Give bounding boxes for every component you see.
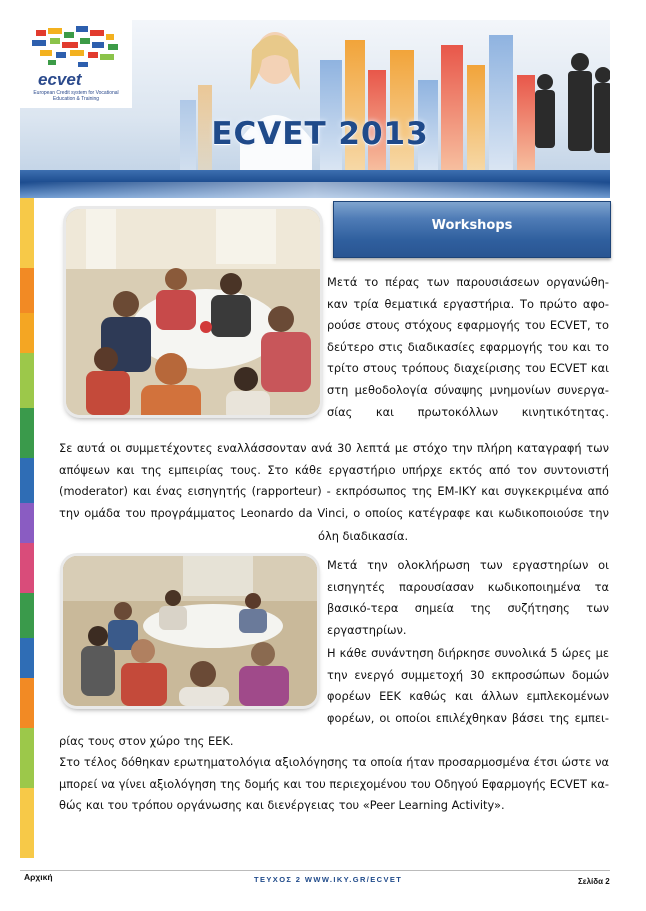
paragraph-3: Μετά την ολοκλήρωση των εργαστηρίων οι εισηγητές παρουσίασαν κωδικοποιημένα τα βασικό-τερα σημεία της συζήτησης των εργαστηρίων.	[327, 558, 609, 637]
paragraph-4-end: ρίας τους στον χώρο της ΕΕΚ.	[59, 734, 234, 748]
paragraph-5	[59, 752, 609, 817]
page-number: Σελίδα 2	[578, 877, 610, 886]
paragraph-2-end: όλη διαδικασία.	[318, 529, 409, 543]
footer-issue-url: ΤΕΥΧΟΣ 2 WWW.IKY.GR/ECVET	[254, 875, 403, 884]
paragraph-1: Μετά το πέρας των παρουσιάσεων οργανώθη-καν τρία θεματικά εργαστήρια. Το πρώτο αφο-ρούσε στους στόχους εφαρμογής του ECVET, το δεύτερο στις διαδικασίες εφαρμογής του και το τρίτο στους τρόπους διαχείρισης του ECVET και στη μεθοδολογία σύναψης μνημονίων συνεργα-σίας και πρωτοκόλλων κινητικότητας.	[327, 275, 609, 419]
paragraph-5-body: Στο τέλος δόθηκαν ερωτηματολόγια αξιολόγησης τα οποία ήταν προσαρμοσμένα έτσι ώστε να μπορεί να γίνει αξιολόγηση της δομής και του περιεχομένου του Οδηγού Εφαρμογής ECVET κα-	[59, 755, 609, 791]
footer-divider	[20, 870, 610, 871]
logo-subtitle: European Credit system for Vocational Education & Training	[33, 90, 119, 102]
left-color-strip	[20, 198, 34, 858]
logo-wordmark: ecvet	[38, 70, 82, 89]
home-link[interactable]: Αρχική	[24, 872, 53, 882]
workshop-photo-1-image	[66, 209, 320, 415]
workshop-photo-1	[66, 209, 320, 415]
logo-mosaic	[20, 20, 132, 72]
paragraph-4: Η κάθε συνάντηση διήρκησε συνολικά 5 ώρες με την ενεργό συμμετοχή 30 εκπροσώπων δομών φορέων ΕΕΚ καθώς και άλλων εμπλεκομένων φορέων, οι οποίοι επιλέχθηκαν βάσει της εμπει-	[327, 646, 609, 725]
ecvet-logo	[20, 20, 132, 108]
workshop-photo-2	[63, 556, 317, 706]
workshop-photo-2-image	[63, 556, 317, 706]
banner-highlight	[20, 182, 610, 198]
paragraph-5-end: θώς και του τρόπου οργάνωσης και διενέργειας του «Peer Learning Activity».	[59, 798, 505, 813]
paragraph-2: Σε αυτά οι συμμετέχοντες εναλλάσσονταν ανά 30 λεπτά με στόχο την πλήρη καταγραφή των απόψεων και της εμπειρίας τους. Στο κάθε εργαστήριο υπήρχε εκτός από τον συντονιστή (moderator) και ένας εισηγητής (rapporteur) - εκπρόσωπος της ΕΜ-ΙΚΥ και συγκεκριμένα από την ομάδα του προγράμματος Leonardo da Vinci, ο οποίος κατέγραφε και κωδικοποιούσε την	[59, 441, 609, 520]
banner-title: ECVET 2013	[211, 116, 429, 152]
section-title-box: Workshops	[333, 201, 611, 258]
